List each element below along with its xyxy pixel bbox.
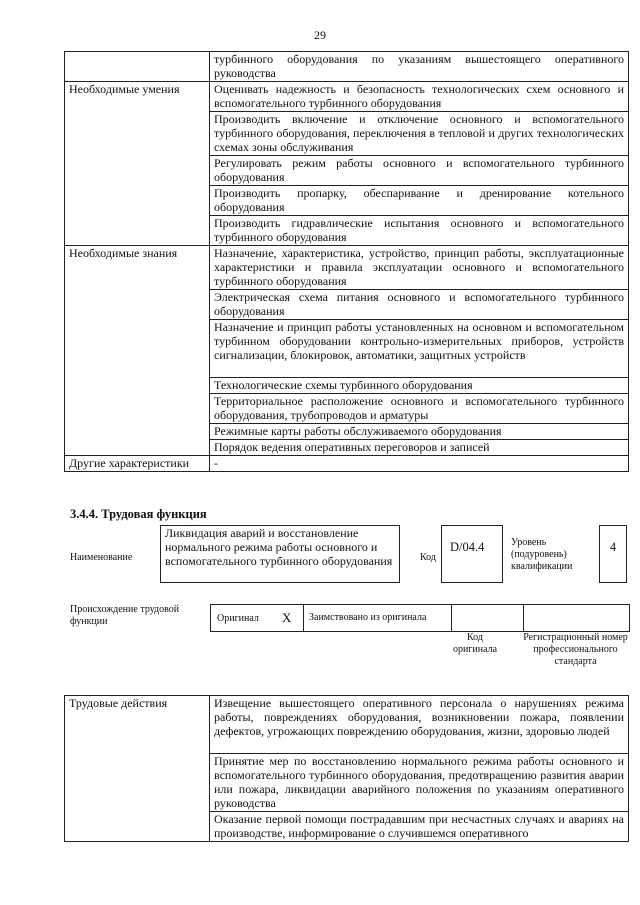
knowledge-item: Технологические схемы турбинного оборудования: [210, 378, 629, 394]
skill-item: Оценивать надежность и безопасность технологических схем основного и вспомогательного турбинного оборудования: [210, 82, 629, 112]
knowledge-item: Назначение и принцип работы установленных на основном и вспомогательном турбинном оборудовании контрольно-измерительных приборов, устройств сигнализации, блокировок, автоматики, защитных устройств: [210, 320, 629, 378]
level-label: Уровень (подуровень) квалификации: [511, 537, 573, 572]
continuation-cell: турбинного оборудования по указаниям вышестоящего оперативного руководства: [210, 52, 629, 82]
code-label: Код: [420, 552, 436, 563]
original-label: Оригинал: [217, 613, 259, 624]
origin-label: Происхождение трудовой функции: [70, 604, 180, 627]
skills-knowledge-table: [64, 51, 629, 472]
level-value-box: 4: [599, 525, 627, 583]
section-title: 3.4.4. Трудовая функция: [70, 507, 207, 521]
action-item: Принятие мер по восстановлению нормального режима работы основного и вспомогательного турбинного оборудования, предотвращению развития аварии или пожара, ликвидации аварийного положения по указаниям оперативного руководства: [210, 754, 629, 812]
skills-label: Необходимые умения: [65, 82, 210, 246]
origin-code-caption: Код оригинала: [452, 632, 498, 655]
code-value-box: D/04.4: [441, 525, 503, 583]
other-label: Другие характеристики: [65, 456, 210, 472]
function-name-box: Ликвидация аварий и восстановление нормального режима работы основного и вспомогательного турбинного оборудования: [160, 525, 400, 583]
knowledge-item: Электрическая схема питания основного и вспомогательного турбинного оборудования: [210, 290, 629, 320]
page-number: 29: [314, 28, 326, 42]
skill-item: Производить гидравлические испытания основного и вспомогательного турбинного оборудования: [210, 216, 629, 246]
other-value: -: [210, 456, 629, 472]
action-item: Оказание первой помощи пострадавшим при несчастных случаях и авариях на производстве, информирование о случившемся оперативного: [210, 812, 629, 842]
action-item: Извещение вышестоящего оперативного персонала о нарушениях режима работы, повреждениях оборудования, возникновении пожара, появлении дефектов, угрожающих повреждению оборудования, жизни, здоровью людей: [210, 696, 629, 754]
origin-row: [210, 604, 630, 632]
name-label: Наименование: [70, 552, 133, 563]
actions-table: [64, 695, 629, 842]
original-mark: X: [282, 610, 292, 625]
skill-item: Производить пропарку, обеспаривание и дренирование котельного оборудования: [210, 186, 629, 216]
skill-item: Регулировать режим работы основного и вспомогательного турбинного оборудования: [210, 156, 629, 186]
knowledge-item: Территориальное расположение основного и вспомогательного турбинного оборудования, трубопроводов и арматуры: [210, 394, 629, 424]
knowledge-label: Необходимые знания: [65, 246, 210, 456]
actions-label: Трудовые действия: [65, 696, 210, 842]
borrowed-label: Заимствовано из оригинала: [309, 612, 427, 623]
knowledge-item: Назначение, характеристика, устройство, принцип работы, эксплуатационные характеристики и правила эксплуатации основного и вспомогательного турбинного оборудования: [210, 246, 629, 290]
knowledge-item: Режимные карты работы обслуживаемого оборудования: [210, 424, 629, 440]
knowledge-item: Порядок ведения оперативных переговоров и записей: [210, 440, 629, 456]
skill-item: Производить включение и отключение основного и вспомогательного турбинного оборудования, переключения в тепловой и других технологических схемах зоны обслуживания: [210, 112, 629, 156]
reg-number-caption: Регистрационный номер профессионального стандарта: [523, 632, 628, 667]
